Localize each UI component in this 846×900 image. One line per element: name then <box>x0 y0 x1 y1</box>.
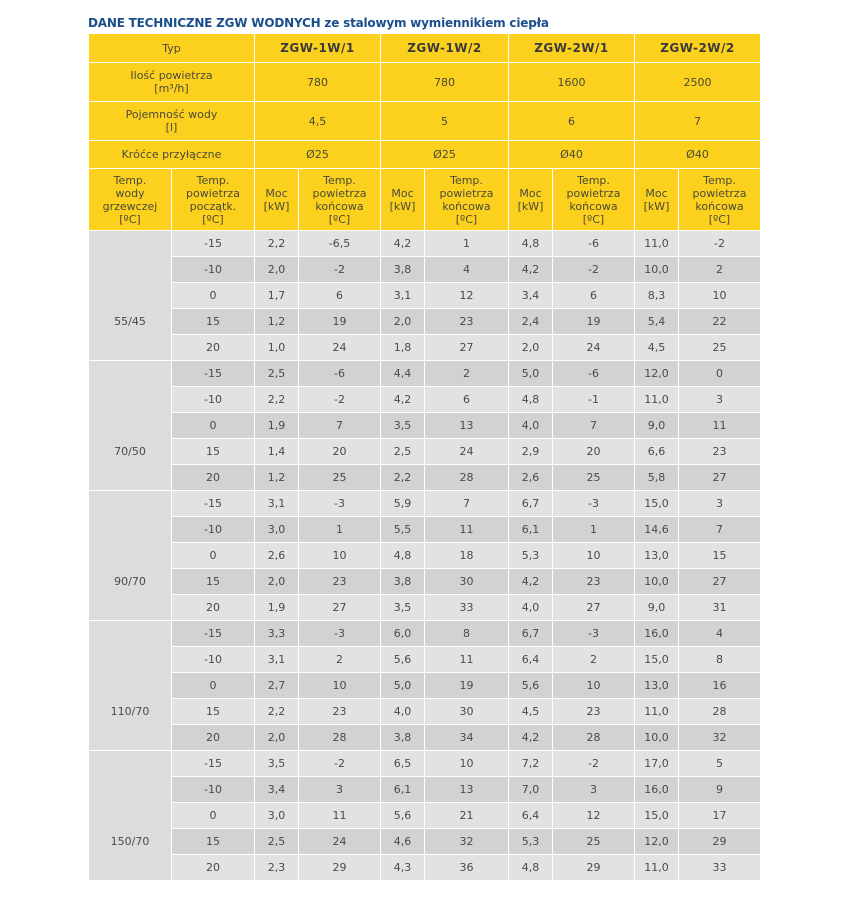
power-cell: 3,8 <box>381 257 425 283</box>
air-end-temp-cell: 7 <box>679 517 761 543</box>
air-start-temp-cell: -10 <box>172 517 255 543</box>
power-cell: 4,0 <box>381 699 425 725</box>
air-end-temp-cell: 24 <box>425 439 509 465</box>
air-start-temp-cell: -15 <box>172 491 255 517</box>
air-start-temp-cell: -15 <box>172 231 255 257</box>
air-end-temp-cell: 23 <box>553 569 635 595</box>
table-row <box>89 543 761 569</box>
air-start-temp-cell: 20 <box>172 335 255 361</box>
air-end-temp-cell: -6,5 <box>299 231 381 257</box>
power-cell: 9,0 <box>635 413 679 439</box>
power-cell: 4,8 <box>381 543 425 569</box>
power-cell: 6,7 <box>509 491 553 517</box>
power-cell: 9,0 <box>635 595 679 621</box>
water-temp-group: 110/70 <box>89 621 172 751</box>
power-cell: 10,0 <box>635 725 679 751</box>
air-end-temp-cell: 33 <box>679 855 761 881</box>
power-cell: 2,2 <box>381 465 425 491</box>
power-cell: 16,0 <box>635 621 679 647</box>
air-end-temp-cell: 6 <box>425 387 509 413</box>
air-flow-value: 780 <box>381 63 509 102</box>
table-title: DANE TECHNICZNE ZGW WODNYCH ze stalowym wymiennikiem ciepła <box>88 16 549 30</box>
power-cell: 2,9 <box>509 439 553 465</box>
air-end-temp-cell: 10 <box>553 673 635 699</box>
table-row <box>89 361 761 387</box>
power-cell: 1,7 <box>255 283 299 309</box>
air-start-temp-cell: 20 <box>172 595 255 621</box>
air-end-temp-cell: 9 <box>679 777 761 803</box>
air-end-temp-cell: 1 <box>299 517 381 543</box>
water-temp-group: 90/70 <box>89 491 172 621</box>
table-row <box>89 777 761 803</box>
air-end-temp-cell: 23 <box>425 309 509 335</box>
power-cell: 6,4 <box>509 803 553 829</box>
power-cell: 2,6 <box>255 543 299 569</box>
table-row <box>89 257 761 283</box>
power-cell: 4,4 <box>381 361 425 387</box>
power-cell: 4,5 <box>509 699 553 725</box>
air-end-temp-cell: -2 <box>299 751 381 777</box>
air-flow-value: 780 <box>255 63 381 102</box>
connections-value: Ø25 <box>381 141 509 169</box>
power-cell: 2,6 <box>509 465 553 491</box>
air-end-temp-cell: 16 <box>679 673 761 699</box>
air-end-temp-cell: 3 <box>553 777 635 803</box>
power-cell: 4,8 <box>509 231 553 257</box>
air-flow-row <box>89 63 761 102</box>
model-zgw-2w-1: ZGW-2W/1 <box>509 34 635 63</box>
table-row <box>89 621 761 647</box>
power-cell: 1,9 <box>255 595 299 621</box>
air-end-temp-cell: 10 <box>553 543 635 569</box>
table-row <box>89 647 761 673</box>
air-end-temp-cell: 24 <box>553 335 635 361</box>
power-cell: 1,4 <box>255 439 299 465</box>
connections-value: Ø40 <box>635 141 761 169</box>
air-end-temp-cell: 22 <box>679 309 761 335</box>
water-temp-group: 55/45 <box>89 231 172 361</box>
table-row <box>89 855 761 881</box>
power-cell: 2,2 <box>255 699 299 725</box>
power-cell: 4,8 <box>509 387 553 413</box>
water-temp-group: 70/50 <box>89 361 172 491</box>
col-power: Moc [kW] <box>255 169 299 231</box>
power-cell: 5,6 <box>381 647 425 673</box>
air-start-temp-cell: 15 <box>172 439 255 465</box>
power-cell: 1,0 <box>255 335 299 361</box>
power-cell: 2,2 <box>255 231 299 257</box>
air-end-temp-cell: 28 <box>679 699 761 725</box>
air-end-temp-cell: 4 <box>679 621 761 647</box>
air-end-temp-cell: 1 <box>425 231 509 257</box>
power-cell: 10,0 <box>635 569 679 595</box>
power-cell: 17,0 <box>635 751 679 777</box>
power-cell: 1,2 <box>255 465 299 491</box>
air-end-temp-cell: 33 <box>425 595 509 621</box>
air-end-temp-cell: 15 <box>679 543 761 569</box>
col-power: Moc [kW] <box>509 169 553 231</box>
air-end-temp-cell: 19 <box>553 309 635 335</box>
water-capacity-label: Pojemność wody [l] <box>89 102 255 141</box>
water-capacity-row <box>89 102 761 141</box>
table-row <box>89 725 761 751</box>
col-air-end-temp: Temp. powietrza końcowa [ºC] <box>553 169 635 231</box>
power-cell: 11,0 <box>635 699 679 725</box>
air-end-temp-cell: 10 <box>679 283 761 309</box>
power-cell: 12,0 <box>635 361 679 387</box>
air-end-temp-cell: 2 <box>425 361 509 387</box>
power-cell: 2,0 <box>255 725 299 751</box>
air-start-temp-cell: 20 <box>172 465 255 491</box>
power-cell: 6,4 <box>509 647 553 673</box>
power-cell: 5,8 <box>635 465 679 491</box>
air-start-temp-cell: 15 <box>172 309 255 335</box>
air-end-temp-cell: 30 <box>425 699 509 725</box>
air-flow-value: 2500 <box>635 63 761 102</box>
power-cell: 5,4 <box>635 309 679 335</box>
air-start-temp-cell: -10 <box>172 257 255 283</box>
power-cell: 1,9 <box>255 413 299 439</box>
air-end-temp-cell: 12 <box>425 283 509 309</box>
col-air-start-temp: Temp. powietrza początk. [ºC] <box>172 169 255 231</box>
air-end-temp-cell: 11 <box>299 803 381 829</box>
power-cell: 4,2 <box>509 725 553 751</box>
power-cell: 1,8 <box>381 335 425 361</box>
air-end-temp-cell: 5 <box>679 751 761 777</box>
power-cell: 3,4 <box>509 283 553 309</box>
power-cell: 7,0 <box>509 777 553 803</box>
power-cell: 3,1 <box>381 283 425 309</box>
power-cell: 1,2 <box>255 309 299 335</box>
air-end-temp-cell: 6 <box>299 283 381 309</box>
connections-value: Ø25 <box>255 141 381 169</box>
table-row <box>89 335 761 361</box>
power-cell: 5,0 <box>509 361 553 387</box>
col-air-end-temp: Temp. powietrza końcowa [ºC] <box>425 169 509 231</box>
power-cell: 6,6 <box>635 439 679 465</box>
power-cell: 4,2 <box>509 569 553 595</box>
power-cell: 11,0 <box>635 387 679 413</box>
water-capacity-value: 5 <box>381 102 509 141</box>
air-start-temp-cell: 0 <box>172 673 255 699</box>
air-start-temp-cell: -15 <box>172 361 255 387</box>
power-cell: 3,3 <box>255 621 299 647</box>
power-cell: 4,5 <box>635 335 679 361</box>
air-end-temp-cell: 11 <box>425 647 509 673</box>
table-row <box>89 439 761 465</box>
power-cell: 5,9 <box>381 491 425 517</box>
air-end-temp-cell: -1 <box>553 387 635 413</box>
power-cell: 4,2 <box>381 231 425 257</box>
power-cell: 2,2 <box>255 387 299 413</box>
table-row <box>89 387 761 413</box>
power-cell: 4,6 <box>381 829 425 855</box>
power-cell: 7,2 <box>509 751 553 777</box>
air-end-temp-cell: 10 <box>425 751 509 777</box>
air-end-temp-cell: 13 <box>425 777 509 803</box>
air-end-temp-cell: 27 <box>553 595 635 621</box>
column-header-row <box>89 169 761 231</box>
power-cell: 3,5 <box>255 751 299 777</box>
water-capacity-value: 4,5 <box>255 102 381 141</box>
power-cell: 5,6 <box>381 803 425 829</box>
power-cell: 2,0 <box>509 335 553 361</box>
power-cell: 2,0 <box>255 569 299 595</box>
model-zgw-2w-2: ZGW-2W/2 <box>635 34 761 63</box>
table-row <box>89 309 761 335</box>
air-end-temp-cell: 20 <box>553 439 635 465</box>
power-cell: 10,0 <box>635 257 679 283</box>
air-start-temp-cell: 20 <box>172 725 255 751</box>
power-cell: 11,0 <box>635 231 679 257</box>
col-power: Moc [kW] <box>635 169 679 231</box>
air-end-temp-cell: 27 <box>679 465 761 491</box>
connections-value: Ø40 <box>509 141 635 169</box>
air-end-temp-cell: 10 <box>299 673 381 699</box>
col-air-end-temp: Temp. powietrza końcowa [ºC] <box>299 169 381 231</box>
air-end-temp-cell: 18 <box>425 543 509 569</box>
air-end-temp-cell: 29 <box>299 855 381 881</box>
air-end-temp-cell: 29 <box>553 855 635 881</box>
air-end-temp-cell: 34 <box>425 725 509 751</box>
data-body <box>89 231 761 881</box>
power-cell: 3,4 <box>255 777 299 803</box>
air-end-temp-cell: 7 <box>299 413 381 439</box>
power-cell: 3,0 <box>255 803 299 829</box>
air-end-temp-cell: 25 <box>553 465 635 491</box>
air-end-temp-cell: 20 <box>299 439 381 465</box>
table-row <box>89 517 761 543</box>
air-end-temp-cell: 27 <box>425 335 509 361</box>
air-flow-label: Ilość powietrza [m³/h] <box>89 63 255 102</box>
air-start-temp-cell: 0 <box>172 543 255 569</box>
air-end-temp-cell: -3 <box>553 621 635 647</box>
air-end-temp-cell: 32 <box>425 829 509 855</box>
air-end-temp-cell: 1 <box>553 517 635 543</box>
power-cell: 3,8 <box>381 725 425 751</box>
air-start-temp-cell: -15 <box>172 621 255 647</box>
technical-data-table <box>88 33 761 881</box>
power-cell: 5,3 <box>509 543 553 569</box>
power-cell: 13,0 <box>635 673 679 699</box>
table-row <box>89 829 761 855</box>
power-cell: 3,8 <box>381 569 425 595</box>
water-capacity-value: 7 <box>635 102 761 141</box>
air-start-temp-cell: 15 <box>172 569 255 595</box>
power-cell: 5,5 <box>381 517 425 543</box>
air-end-temp-cell: 25 <box>299 465 381 491</box>
air-start-temp-cell: 0 <box>172 283 255 309</box>
table-row <box>89 699 761 725</box>
air-end-temp-cell: 2 <box>299 647 381 673</box>
power-cell: 2,3 <box>255 855 299 881</box>
model-row <box>89 34 761 63</box>
air-end-temp-cell: 27 <box>299 595 381 621</box>
air-end-temp-cell: 3 <box>679 387 761 413</box>
air-flow-value: 1600 <box>509 63 635 102</box>
power-cell: 2,4 <box>509 309 553 335</box>
air-start-temp-cell: -10 <box>172 647 255 673</box>
power-cell: 3,5 <box>381 595 425 621</box>
table-row <box>89 491 761 517</box>
table-row <box>89 413 761 439</box>
air-end-temp-cell: 23 <box>553 699 635 725</box>
air-end-temp-cell: 31 <box>679 595 761 621</box>
air-end-temp-cell: 13 <box>425 413 509 439</box>
power-cell: 2,5 <box>381 439 425 465</box>
air-end-temp-cell: 17 <box>679 803 761 829</box>
power-cell: 6,5 <box>381 751 425 777</box>
power-cell: 15,0 <box>635 491 679 517</box>
air-start-temp-cell: 0 <box>172 803 255 829</box>
air-start-temp-cell: -15 <box>172 751 255 777</box>
air-end-temp-cell: -6 <box>299 361 381 387</box>
table-row <box>89 673 761 699</box>
air-end-temp-cell: -2 <box>553 751 635 777</box>
air-end-temp-cell: -3 <box>553 491 635 517</box>
air-end-temp-cell: -2 <box>299 257 381 283</box>
air-end-temp-cell: -3 <box>299 491 381 517</box>
col-power: Moc [kW] <box>381 169 425 231</box>
air-end-temp-cell: 28 <box>299 725 381 751</box>
power-cell: 13,0 <box>635 543 679 569</box>
air-end-temp-cell: 19 <box>425 673 509 699</box>
power-cell: 8,3 <box>635 283 679 309</box>
air-end-temp-cell: 12 <box>553 803 635 829</box>
air-end-temp-cell: 3 <box>679 491 761 517</box>
air-start-temp-cell: -10 <box>172 777 255 803</box>
power-cell: 4,2 <box>381 387 425 413</box>
air-end-temp-cell: 36 <box>425 855 509 881</box>
power-cell: 6,0 <box>381 621 425 647</box>
air-end-temp-cell: -3 <box>299 621 381 647</box>
water-temp-group: 150/70 <box>89 751 172 881</box>
air-end-temp-cell: -6 <box>553 231 635 257</box>
power-cell: 4,3 <box>381 855 425 881</box>
power-cell: 6,1 <box>381 777 425 803</box>
air-end-temp-cell: 25 <box>553 829 635 855</box>
typ-label: Typ <box>89 34 255 63</box>
air-end-temp-cell: 11 <box>425 517 509 543</box>
table-row <box>89 283 761 309</box>
air-start-temp-cell: -10 <box>172 387 255 413</box>
air-end-temp-cell: 19 <box>299 309 381 335</box>
power-cell: 15,0 <box>635 803 679 829</box>
air-end-temp-cell: 29 <box>679 829 761 855</box>
air-start-temp-cell: 15 <box>172 699 255 725</box>
connections-label: Króćce przyłączne <box>89 141 255 169</box>
power-cell: 3,0 <box>255 517 299 543</box>
air-end-temp-cell: 21 <box>425 803 509 829</box>
air-end-temp-cell: 23 <box>299 569 381 595</box>
air-end-temp-cell: 3 <box>299 777 381 803</box>
air-end-temp-cell: 32 <box>679 725 761 751</box>
power-cell: 14,6 <box>635 517 679 543</box>
air-end-temp-cell: 25 <box>679 335 761 361</box>
table-row <box>89 569 761 595</box>
air-end-temp-cell: 28 <box>425 465 509 491</box>
water-capacity-value: 6 <box>509 102 635 141</box>
table-row <box>89 595 761 621</box>
power-cell: 2,0 <box>255 257 299 283</box>
air-end-temp-cell: -2 <box>299 387 381 413</box>
air-end-temp-cell: 2 <box>679 257 761 283</box>
air-end-temp-cell: -6 <box>553 361 635 387</box>
power-cell: 2,0 <box>381 309 425 335</box>
power-cell: 4,0 <box>509 413 553 439</box>
connections-row <box>89 141 761 169</box>
power-cell: 5,6 <box>509 673 553 699</box>
power-cell: 3,1 <box>255 491 299 517</box>
power-cell: 12,0 <box>635 829 679 855</box>
table-row <box>89 465 761 491</box>
air-end-temp-cell: 0 <box>679 361 761 387</box>
power-cell: 16,0 <box>635 777 679 803</box>
power-cell: 5,0 <box>381 673 425 699</box>
air-end-temp-cell: 6 <box>553 283 635 309</box>
model-zgw-1w-1: ZGW-1W/1 <box>255 34 381 63</box>
power-cell: 4,2 <box>509 257 553 283</box>
air-end-temp-cell: 23 <box>299 699 381 725</box>
air-end-temp-cell: 7 <box>425 491 509 517</box>
air-start-temp-cell: 15 <box>172 829 255 855</box>
power-cell: 4,0 <box>509 595 553 621</box>
air-end-temp-cell: 24 <box>299 335 381 361</box>
air-end-temp-cell: -2 <box>553 257 635 283</box>
power-cell: 2,5 <box>255 829 299 855</box>
model-zgw-1w-2: ZGW-1W/2 <box>381 34 509 63</box>
power-cell: 6,1 <box>509 517 553 543</box>
power-cell: 3,5 <box>381 413 425 439</box>
power-cell: 6,7 <box>509 621 553 647</box>
air-end-temp-cell: 4 <box>425 257 509 283</box>
power-cell: 15,0 <box>635 647 679 673</box>
power-cell: 2,7 <box>255 673 299 699</box>
air-end-temp-cell: 28 <box>553 725 635 751</box>
air-end-temp-cell: 27 <box>679 569 761 595</box>
air-end-temp-cell: 7 <box>553 413 635 439</box>
air-end-temp-cell: 8 <box>425 621 509 647</box>
air-start-temp-cell: 0 <box>172 413 255 439</box>
air-start-temp-cell: 20 <box>172 855 255 881</box>
power-cell: 4,8 <box>509 855 553 881</box>
air-end-temp-cell: 23 <box>679 439 761 465</box>
air-end-temp-cell: 24 <box>299 829 381 855</box>
power-cell: 11,0 <box>635 855 679 881</box>
col-air-end-temp: Temp. powietrza końcowa [ºC] <box>679 169 761 231</box>
air-end-temp-cell: 2 <box>553 647 635 673</box>
air-end-temp-cell: 8 <box>679 647 761 673</box>
power-cell: 5,3 <box>509 829 553 855</box>
air-end-temp-cell: -2 <box>679 231 761 257</box>
table-row <box>89 751 761 777</box>
power-cell: 2,5 <box>255 361 299 387</box>
table-row <box>89 803 761 829</box>
power-cell: 3,1 <box>255 647 299 673</box>
air-end-temp-cell: 10 <box>299 543 381 569</box>
air-end-temp-cell: 11 <box>679 413 761 439</box>
table-row <box>89 231 761 257</box>
air-end-temp-cell: 30 <box>425 569 509 595</box>
col-water-temp: Temp. wody grzewczej [ºC] <box>89 169 172 231</box>
